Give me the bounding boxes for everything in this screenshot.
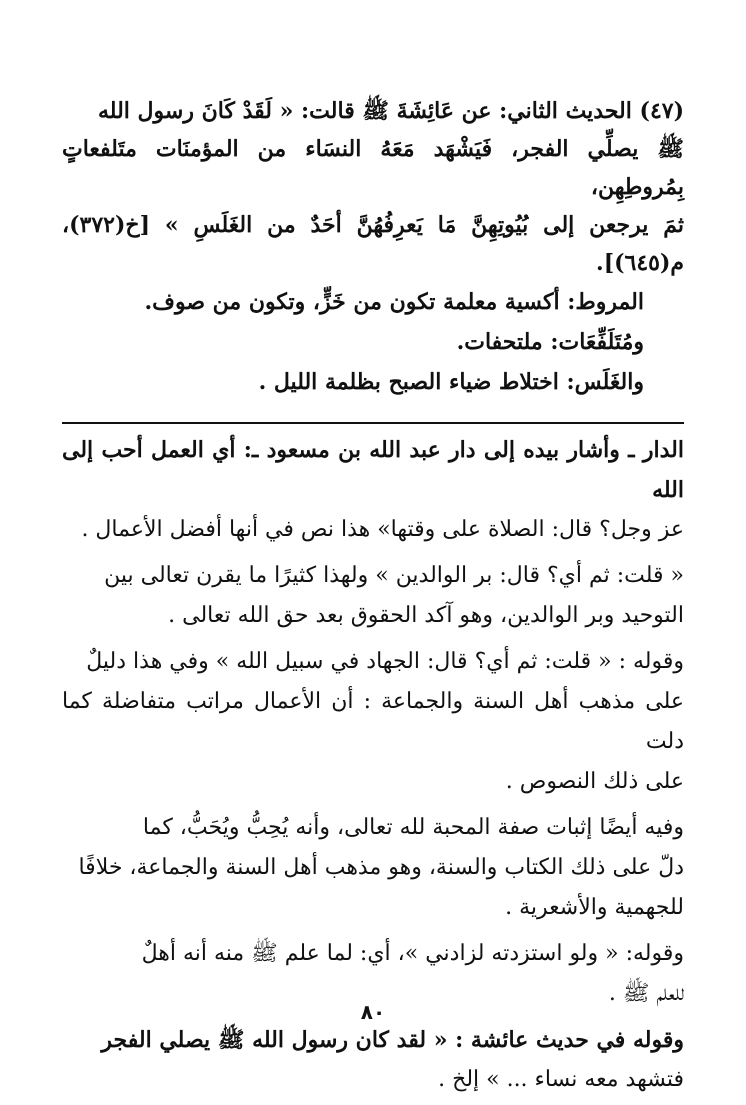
commentary-line: التوحيد وبر الوالدين، وهو آكد الحقوق بعد حق الله تعالى . bbox=[168, 603, 684, 628]
commentary-line: دلّ على ذلك الكتاب والسنة، وهو مذهب أهل السنة والجماعة، خلافًا bbox=[78, 855, 684, 880]
commentary-paragraph bbox=[62, 556, 684, 636]
commentary-line: وفيه أيضًا إثبات صفة المحبة لله تعالى، وأنه يُحِبُّ ويُحَبُّ، كما bbox=[142, 815, 684, 840]
commentary-line: عز وجل؟ قال: الصلاة على وقتها» هذا نص في أنها أفضل الأعمال . bbox=[81, 517, 684, 542]
hadith-line: (٤٧) الحديث الثاني: عن عَائِشَةَ ﷺ قالت: « لَقَدْ كَانَ رسول الله bbox=[98, 98, 684, 124]
commentary-line: الدار ـ وأشار بيده إلى دار عبد الله بن مسعود ـ: أي العمل أحب إلى الله bbox=[62, 437, 684, 503]
page-number: ٨٠ bbox=[360, 1000, 386, 1024]
glossary-entry: المروط: أكسية معلمة تكون من خَزٍّ، وتكون من صوف. bbox=[144, 289, 644, 315]
commentary-line: فتشهد معه نساء ... » إلخ . bbox=[438, 1067, 684, 1092]
glossary-entry: والغَلَس: اختلاط ضياء الصبح بظلمة الليل . bbox=[258, 369, 644, 395]
hadith-block bbox=[62, 92, 684, 282]
commentary-line: وقوله : « قلت: ثم أي؟ قال: الجهاد في سبيل الله » وفي هذا دليلٌ bbox=[86, 649, 684, 674]
section-divider bbox=[62, 422, 684, 424]
glossary-block bbox=[62, 282, 684, 402]
commentary-line: للجهمية والأشعرية . bbox=[505, 895, 684, 920]
commentary-line: على ذلك النصوص . bbox=[505, 769, 684, 794]
commentary-line: على مذهب أهل السنة والجماعة : أن الأعمال مراتب متفاضلة كما دلت bbox=[62, 689, 684, 754]
commentary-line: وقوله في حديث عائشة : « لقد كان رسول الله ﷺ يصلي الفجر bbox=[101, 1027, 684, 1053]
hadith-line: ثمَ يرجعن إلى بُيُوتِهِنَّ مَا يَعرِفُهُنَّ أحَدٌ من الغَلَسِ » [خ(٣٧٢)، م(٦٤٥)]. bbox=[62, 212, 684, 276]
commentary-paragraph bbox=[62, 1020, 684, 1100]
commentary-paragraph bbox=[62, 808, 684, 928]
commentary-paragraph bbox=[62, 642, 684, 802]
commentary-line: وقوله: « ولو استزدته لزادني »، أي: لما علم ﷺ منه أنه أهلٌ bbox=[141, 941, 684, 966]
commentary-line: للعلم ﷺ . bbox=[608, 981, 684, 1006]
glossary-entry: ومُتَلَفِّعَات: ملتحفات. bbox=[456, 329, 644, 355]
book-page bbox=[62, 92, 684, 1105]
commentary-line: « قلت: ثم أي؟ قال: بر الوالدين » ولهذا كثيرًا ما يقرن تعالى بين bbox=[104, 563, 684, 588]
hadith-line: ﷺ يصلِّي الفجر، فَيَشْهَد مَعَهُ النسَاء من المؤمنَات متَلفعاتٍ بِمُروطِهِن، bbox=[62, 136, 684, 200]
commentary-paragraph bbox=[62, 430, 684, 550]
